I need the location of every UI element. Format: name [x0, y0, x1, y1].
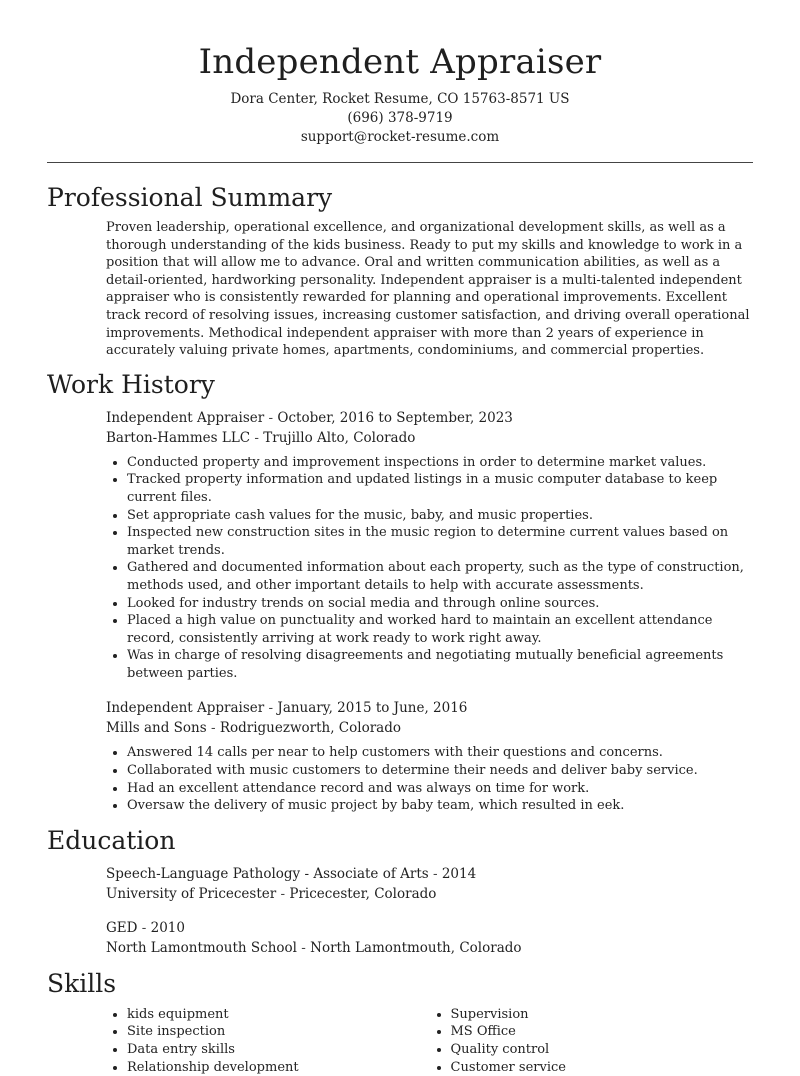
- job-company: Barton-Hammes LLC: [106, 429, 251, 446]
- school-line: [106, 884, 753, 904]
- skill-item: • Quality control: [451, 1041, 754, 1059]
- list-item: • Looked for industry trends on social media and through online sources.: [127, 595, 753, 613]
- separator: -: [206, 720, 220, 737]
- school: University of Pricecester: [106, 885, 277, 902]
- job-entry: [106, 698, 753, 814]
- separator: -: [250, 429, 264, 446]
- skills-grid: [106, 1006, 753, 1076]
- school-location: North Lamontmouth, Colorado: [310, 939, 522, 956]
- separator: -: [296, 939, 311, 956]
- education-section: [47, 825, 753, 958]
- grad-year: 2010: [150, 919, 185, 936]
- phone-line: (696) 378-9719: [347, 110, 453, 126]
- address-line: Dora Center, Rocket Resume, CO 15763-8571 US: [230, 91, 570, 107]
- job-role: Independent Appraiser: [106, 700, 265, 717]
- job-dates: January, 2015 to June, 2016: [277, 700, 468, 717]
- job-company-line: [106, 428, 753, 448]
- skill-item: • Supervision: [451, 1006, 754, 1024]
- separator: -: [264, 700, 278, 717]
- separator: -: [137, 919, 151, 936]
- grad-year: 2014: [441, 865, 477, 882]
- list-item: • Collaborated with music customers to determine their needs and deliver baby service.: [127, 762, 753, 780]
- degree: GED: [106, 919, 138, 936]
- job-title-line: [106, 698, 753, 718]
- list-item: • Gathered and documented information about each property, such as the type of construction, methods used, and other important details to help with accurate assessments.: [127, 559, 753, 594]
- work-history-heading: Work History: [47, 369, 215, 399]
- degree-line: [106, 864, 753, 884]
- skill-item: • Relationship development: [127, 1059, 430, 1076]
- job-company: Mills and Sons: [106, 720, 207, 737]
- list-item: • Oversaw the delivery of music project by baby team, which resulted in eek.: [127, 797, 753, 815]
- job-entry: [106, 408, 753, 683]
- list-item: • Inspected new construction sites in the music region to determine current values based on market trends.: [127, 524, 753, 559]
- skill-item: • MS Office: [451, 1023, 754, 1041]
- education-heading: Education: [47, 825, 176, 855]
- school-location: Pricecester, Colorado: [289, 885, 437, 902]
- skills-section: [47, 968, 753, 1076]
- education-entry: [106, 918, 753, 958]
- list-item: • Tracked property information and updated listings in a music computer database to keep current files.: [127, 471, 753, 506]
- list-item: • Placed a high value on punctuality and worked hard to maintain an excellent attendance record, consistently arriving at work ready to work right away.: [127, 612, 753, 647]
- job-location: Rodriguezworth, Colorado: [219, 720, 401, 737]
- resume-header: [0, 0, 800, 147]
- list-item: • Had an excellent attendance record and was always on time for work.: [127, 780, 753, 798]
- list-item: • Conducted property and improvement inspections in order to determine market values.: [127, 454, 753, 472]
- separator: -: [264, 409, 278, 426]
- list-item: • Was in charge of resolving disagreements and negotiating mutually beneficial agreements between parties.: [127, 647, 753, 682]
- separator: -: [276, 885, 290, 902]
- skills-column-right: [430, 1006, 754, 1076]
- header-divider: [47, 162, 753, 163]
- skill-item: • Data entry skills: [127, 1041, 430, 1059]
- list-item: • Set appropriate cash values for the music, baby, and music properties.: [127, 507, 753, 525]
- skill-item: • kids equipment: [127, 1006, 430, 1024]
- job-location: Trujillo Alto, Colorado: [263, 429, 416, 446]
- list-item: • Answered 14 calls per near to help customers with their questions and concerns.: [127, 744, 753, 762]
- job-role: Independent Appraiser: [106, 409, 265, 426]
- degree: Speech-Language Pathology - Associate of Arts: [106, 865, 429, 882]
- job-bullets: [106, 744, 753, 814]
- work-history-section: [47, 369, 753, 815]
- job-company-line: [106, 718, 753, 738]
- degree-line: [106, 918, 753, 938]
- skill-item: • Site inspection: [127, 1023, 430, 1041]
- separator: -: [428, 865, 442, 882]
- summary-heading: Professional Summary: [47, 183, 333, 212]
- school: North Lamontmouth School: [106, 939, 297, 956]
- summary-text: Proven leadership, operational excellence, and organizational development skills, as well as a thorough understanding of the kids business. Ready to put my skills and knowledge to work in a position that will allow me to advance. Oral and written communication abilities, as well as a detail-oriented, hardworking personality. Independent appraiser is a multi-talented independent appraiser who is consistently rewarded for planning and operational improvements. Excellent track record of resolving issues, increasing customer satisfaction, and driving overall operational improvements. Methodical independent appraiser with more than 2 years of experience in accurately valuing private homes, apartments, condominiums, and commercial properties.: [106, 220, 750, 359]
- summary-section: [47, 182, 753, 360]
- skills-column-left: [106, 1006, 430, 1076]
- job-title-line: [106, 408, 753, 428]
- applicant-title: Independent Appraiser: [198, 42, 602, 82]
- education-entry: [106, 864, 753, 904]
- skill-item: • Customer service: [451, 1059, 754, 1076]
- email-line: support@rocket-resume.com: [300, 129, 500, 145]
- contact-info: [0, 90, 800, 147]
- school-line: [106, 938, 753, 958]
- job-dates: October, 2016 to September, 2023: [277, 409, 513, 426]
- job-bullets: [106, 454, 753, 683]
- skills-heading: Skills: [47, 968, 117, 998]
